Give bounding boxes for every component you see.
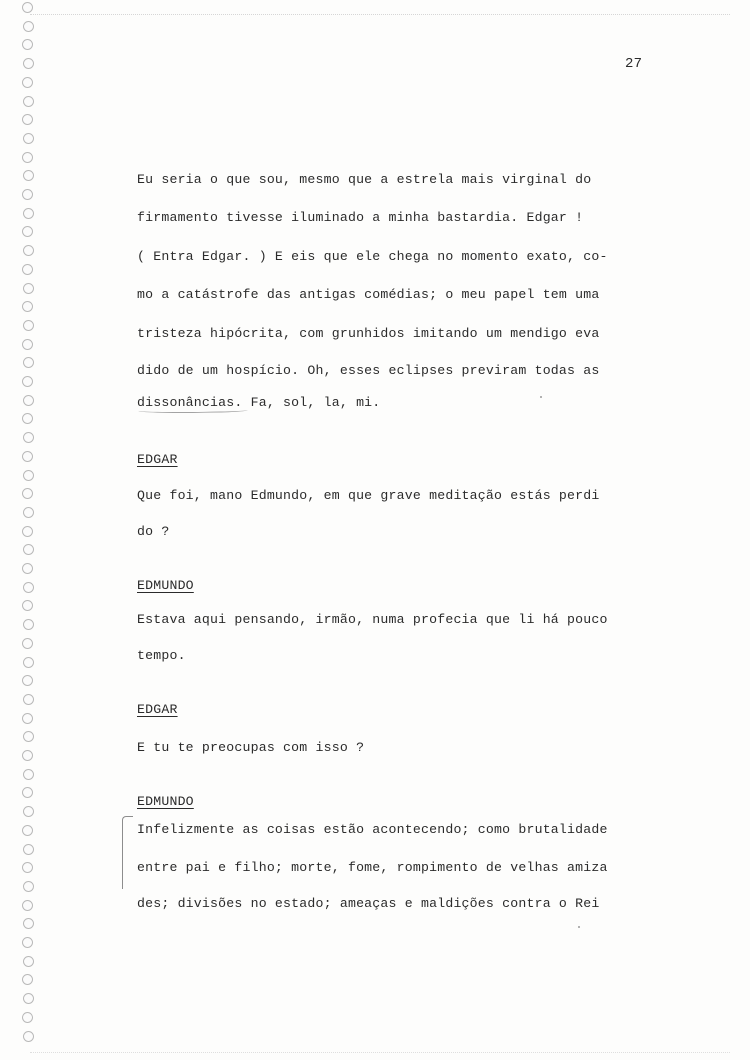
feed-hole [23,96,34,107]
feed-hole [23,731,34,742]
feed-hole [23,507,34,518]
text-line: tristeza hipócrita, com grunhidos imitando um mendigo eva [137,326,600,341]
feed-hole [23,245,34,256]
feed-hole [22,750,33,761]
feed-hole [22,825,33,836]
feed-hole [22,900,33,911]
feed-hole [23,993,34,1004]
feed-hole [23,806,34,817]
feed-hole [22,675,33,686]
bottom-perforation [30,1052,730,1053]
feed-hole [23,956,34,967]
feed-hole [22,488,33,499]
text-line: tempo. [137,648,186,663]
feed-hole [22,2,33,13]
text-line: Estava aqui pensando, irmão, numa profecia que li há pouco [137,612,608,627]
text-line: dido de um hospício. Oh, esses eclipses previram todas as [137,363,600,378]
pencil-underline-mark [138,407,248,414]
feed-hole [22,1012,33,1023]
speaker-name: EDMUNDO [137,794,194,809]
feed-hole [23,21,34,32]
text-line: firmamento tivesse iluminado a minha bastardia. Edgar ! [137,210,584,225]
text-line: entre pai e filho; morte, fome, rompimento de velhas amiza [137,860,608,875]
margin-bracket-mark [122,816,133,889]
feed-hole [22,226,33,237]
text-line: dissonâncias. Fa, sol, la, mi. [137,395,381,410]
tractor-feed-holes [22,0,36,1060]
feed-hole [23,283,34,294]
feed-hole [23,133,34,144]
ink-speck [578,926,580,928]
feed-hole [23,170,34,181]
feed-hole [23,544,34,555]
feed-hole [22,862,33,873]
feed-hole [23,470,34,481]
feed-hole [23,582,34,593]
text-line: Infelizmente as coisas estão acontecendo; como brutalidade [137,822,608,837]
ink-speck [540,396,542,398]
feed-hole [22,713,33,724]
feed-hole [22,189,33,200]
text-line: ( Entra Edgar. ) E eis que ele chega no momento exato, co- [137,249,608,264]
feed-hole [22,39,33,50]
feed-hole [22,114,33,125]
feed-hole [22,77,33,88]
feed-hole [23,694,34,705]
feed-hole [22,451,33,462]
feed-hole [23,1031,34,1042]
text-line: mo a catástrofe das antigas comédias; o meu papel tem uma [137,287,600,302]
feed-hole [22,974,33,985]
feed-hole [22,937,33,948]
feed-hole [22,600,33,611]
feed-hole [23,657,34,668]
text-line: Que foi, mano Edmundo, em que grave meditação estás perdi [137,488,600,503]
feed-hole [23,208,34,219]
feed-hole [23,320,34,331]
feed-hole [22,152,33,163]
feed-hole [23,58,34,69]
feed-hole [23,918,34,929]
text-line: do ? [137,524,170,539]
feed-hole [23,432,34,443]
feed-hole [23,881,34,892]
speaker-name: EDGAR [137,702,178,717]
feed-hole [22,563,33,574]
feed-hole [23,357,34,368]
feed-hole [23,844,34,855]
text-line: E tu te preocupas com isso ? [137,740,365,755]
feed-hole [22,339,33,350]
text-line: Eu seria o que sou, mesmo que a estrela mais virginal do [137,172,592,187]
feed-hole [22,301,33,312]
feed-hole [23,619,34,630]
speaker-name: EDGAR [137,452,178,467]
feed-hole [22,638,33,649]
feed-hole [22,413,33,424]
text-line: des; divisões no estado; ameaças e maldições contra o Rei [137,896,600,911]
speaker-name: EDMUNDO [137,578,194,593]
page-number: 27 [625,56,643,72]
feed-hole [22,376,33,387]
feed-hole [23,769,34,780]
feed-hole [22,787,33,798]
feed-hole [23,395,34,406]
feed-hole [22,526,33,537]
top-perforation [30,14,730,15]
feed-hole [22,264,33,275]
